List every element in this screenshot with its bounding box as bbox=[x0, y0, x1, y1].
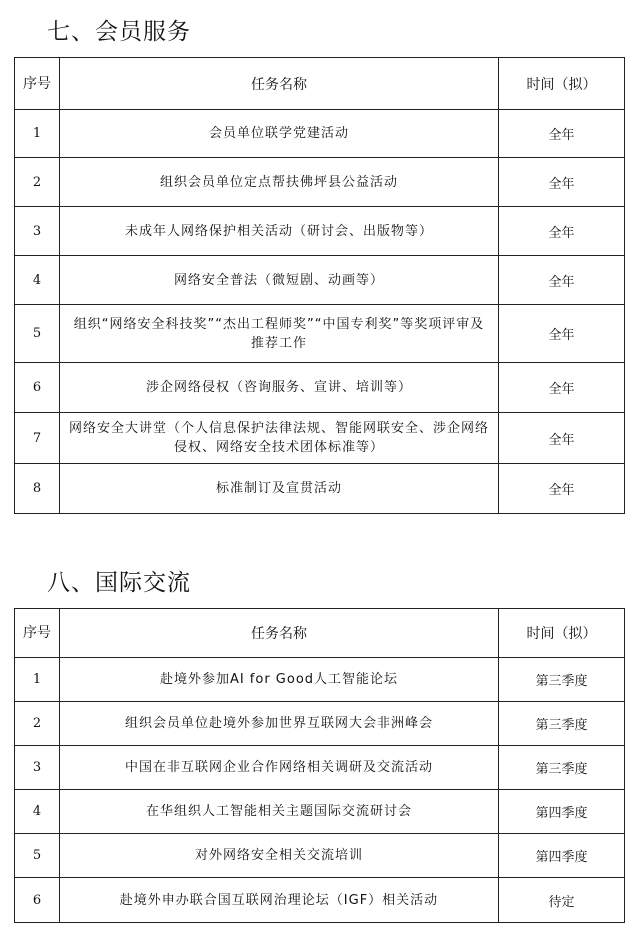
row-seq: 4 bbox=[15, 790, 60, 834]
header-time: 时间（拟） bbox=[499, 58, 625, 110]
table-row bbox=[15, 702, 625, 746]
row-task: 会员单位联学党建活动 bbox=[60, 110, 499, 158]
row-time: 全年 bbox=[499, 363, 625, 413]
table-row bbox=[15, 834, 625, 878]
table-row bbox=[15, 413, 625, 464]
table-row bbox=[15, 464, 625, 514]
table-row bbox=[15, 305, 625, 363]
table-header-row bbox=[15, 58, 625, 110]
row-task: 组织会员单位赴境外参加世界互联网大会非洲峰会 bbox=[60, 702, 499, 746]
row-seq: 3 bbox=[15, 207, 60, 256]
international-exchange-table bbox=[14, 608, 625, 923]
row-task: 赴境外参加AI for Good人工智能论坛 bbox=[60, 658, 499, 702]
row-time: 第四季度 bbox=[499, 790, 625, 834]
row-seq: 8 bbox=[15, 464, 60, 514]
table-header-row bbox=[15, 609, 625, 658]
row-task: 组织会员单位定点帮扶佛坪县公益活动 bbox=[60, 158, 499, 207]
row-task: 网络安全大讲堂（个人信息保护法律法规、智能网联安全、涉企网络侵权、网络安全技术团体标准等） bbox=[60, 413, 499, 464]
header-task: 任务名称 bbox=[60, 58, 499, 110]
row-time: 第三季度 bbox=[499, 702, 625, 746]
table-row bbox=[15, 207, 625, 256]
member-services-table bbox=[14, 57, 625, 514]
row-time: 第四季度 bbox=[499, 834, 625, 878]
row-time: 第三季度 bbox=[499, 658, 625, 702]
table-row bbox=[15, 256, 625, 305]
table-row bbox=[15, 158, 625, 207]
row-time: 全年 bbox=[499, 413, 625, 464]
row-task: 标准制订及宣贯活动 bbox=[60, 464, 499, 514]
row-seq: 5 bbox=[15, 305, 60, 363]
header-time: 时间（拟） bbox=[499, 609, 625, 658]
row-time: 待定 bbox=[499, 878, 625, 923]
table-row bbox=[15, 658, 625, 702]
row-seq: 5 bbox=[15, 834, 60, 878]
row-seq: 3 bbox=[15, 746, 60, 790]
row-seq: 1 bbox=[15, 658, 60, 702]
row-seq: 2 bbox=[15, 702, 60, 746]
row-task: 涉企网络侵权（咨询服务、宣讲、培训等） bbox=[60, 363, 499, 413]
header-task: 任务名称 bbox=[60, 609, 499, 658]
row-time: 全年 bbox=[499, 305, 625, 363]
row-seq: 7 bbox=[15, 413, 60, 464]
table-row bbox=[15, 746, 625, 790]
row-task: 对外网络安全相关交流培训 bbox=[60, 834, 499, 878]
row-task: 中国在非互联网企业合作网络相关调研及交流活动 bbox=[60, 746, 499, 790]
table-row bbox=[15, 878, 625, 923]
row-seq: 6 bbox=[15, 878, 60, 923]
header-seq: 序号 bbox=[15, 609, 60, 658]
section-title-international-exchange: 八、国际交流 bbox=[47, 570, 191, 596]
row-seq: 2 bbox=[15, 158, 60, 207]
row-time: 全年 bbox=[499, 158, 625, 207]
row-seq: 1 bbox=[15, 110, 60, 158]
row-time: 全年 bbox=[499, 207, 625, 256]
header-seq: 序号 bbox=[15, 58, 60, 110]
section-title-member-services: 七、会员服务 bbox=[47, 19, 191, 45]
row-time: 全年 bbox=[499, 256, 625, 305]
table-row bbox=[15, 790, 625, 834]
table-row bbox=[15, 363, 625, 413]
table-row bbox=[15, 110, 625, 158]
row-task: 赴境外申办联合国互联网治理论坛（IGF）相关活动 bbox=[60, 878, 499, 923]
row-task: 网络安全普法（微短剧、动画等） bbox=[60, 256, 499, 305]
row-time: 全年 bbox=[499, 110, 625, 158]
row-seq: 4 bbox=[15, 256, 60, 305]
row-task: 组织“网络安全科技奖”“杰出工程师奖”“中国专利奖”等奖项评审及推荐工作 bbox=[60, 305, 499, 363]
row-time: 全年 bbox=[499, 464, 625, 514]
row-seq: 6 bbox=[15, 363, 60, 413]
row-task: 在华组织人工智能相关主题国际交流研讨会 bbox=[60, 790, 499, 834]
row-task: 未成年人网络保护相关活动（研讨会、出版物等） bbox=[60, 207, 499, 256]
row-time: 第三季度 bbox=[499, 746, 625, 790]
